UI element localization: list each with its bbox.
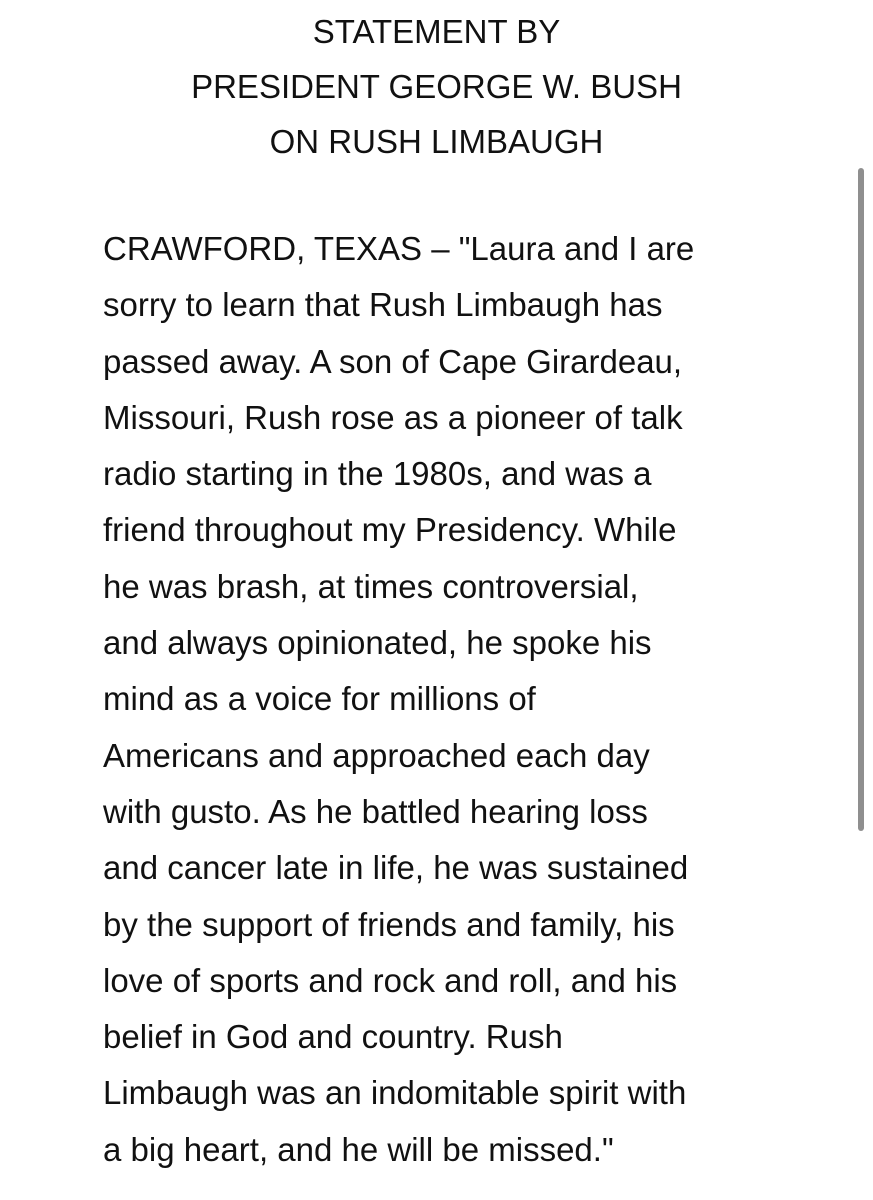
statement-line: friend throughout my Presidency. While	[103, 511, 677, 549]
statement-line: and always opinionated, he spoke his	[103, 624, 652, 662]
header-line: PRESIDENT GEORGE W. BUSH	[191, 68, 682, 105]
statement-body	[103, 221, 694, 1178]
statement-line: Missouri, Rush rose as a pioneer of talk	[103, 398, 683, 436]
statement-line: sorry to learn that Rush Limbaugh has	[103, 286, 663, 324]
statement-line: by the support of friends and family, his	[103, 905, 675, 943]
vertical-scrollbar[interactable]	[858, 168, 864, 831]
statement-line: radio starting in the 1980s, and was a	[103, 455, 652, 493]
statement-line: with gusto. As he battled hearing loss	[103, 792, 648, 830]
header-line: ON RUSH LIMBAUGH	[269, 123, 604, 160]
header-line: STATEMENT BY	[312, 13, 561, 50]
statement-line: Limbaugh was an indomitable spirit with	[103, 1074, 687, 1112]
statement-line: love of sports and rock and roll, and his	[103, 961, 678, 999]
statement-line: a big heart, and he will be missed."	[103, 1130, 614, 1168]
statement-line: and cancer late in life, he was sustained	[103, 849, 689, 887]
statement-line: belief in God and country. Rush	[103, 1018, 563, 1056]
statement-line: CRAWFORD, TEXAS – "Laura and I are	[103, 230, 695, 267]
statement-line: he was brash, at times controversial,	[103, 567, 639, 605]
statement-line: passed away. A son of Cape Girardeau,	[103, 342, 683, 380]
statement-line: Americans and approached each day	[103, 736, 650, 774]
statement-header	[0, 4, 873, 169]
statement-line: mind as a voice for millions of	[103, 680, 536, 718]
